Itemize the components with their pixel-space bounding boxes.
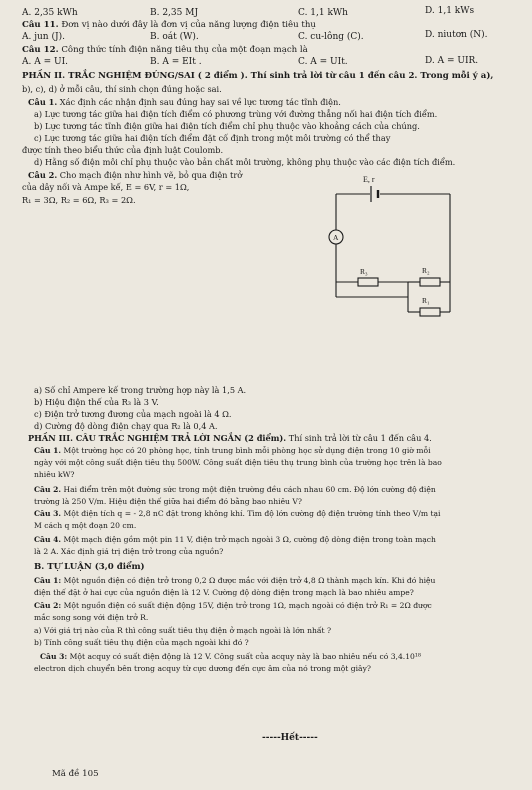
p3-q2-line2: trường là 250 V/m. Hiệu điện thế giữa hai điểm đó bằng bao nhiêu V? xyxy=(34,497,302,506)
r2-label: R₂ xyxy=(422,266,430,275)
r1-label: R₁ xyxy=(422,296,430,305)
q12-option-c: C. A = UIt. xyxy=(298,57,348,67)
p2-q2-line3: R₁ = 3Ω, R₂ = 6Ω, R₃ = 2Ω. xyxy=(22,195,136,205)
part2-intro: b), c), d) ở mỗi câu, thí sinh chọn đúng hoặc sai. xyxy=(22,84,222,94)
pB-q3-label: Câu 3: xyxy=(40,652,68,661)
pB-q2-line2: mắc song song với điện trở R. xyxy=(34,613,149,622)
partB-heading: B. TỰ LUẬN (3,0 điểm) xyxy=(34,562,145,572)
q10-option-b: B. 2,35 MJ xyxy=(150,8,199,18)
q10-option-d: D. 1,1 kWs xyxy=(425,6,475,16)
p2-q2-line2: của dây nối và Ampe kế, E = 6V, r = 1Ω, xyxy=(22,182,190,192)
q11-option-d: D. niutơn (N). xyxy=(425,30,488,40)
p2-q2-a: a) Số chỉ Ampere kế trong trường hợp này là 1,5 A. xyxy=(34,385,247,395)
p2-q1-stem xyxy=(28,97,341,107)
q10-option-a: A. 2,35 kWh xyxy=(22,8,78,18)
pB-q2-b: b) Tính công suất tiêu thụ điện của mạch ngoài khi đó ? xyxy=(34,638,249,647)
resistor-r3 xyxy=(358,278,378,286)
resistor-r2 xyxy=(420,278,440,286)
p2-q1-a: a) Lực tương tác giữa hai điện tích điểm có phương trùng với đường thẳng nối hai điện tích điểm. xyxy=(34,109,438,119)
q12-option-a: A. A = UI. xyxy=(22,57,68,67)
source-label: E, r xyxy=(363,175,375,184)
p3-q4-l1: Một mạch điện gồm một pin 11 V, điện trở mạch ngoài 3 Ω, cường độ dòng điện trong toàn mạch xyxy=(61,535,436,544)
p3-q3-l1: Một điện tích q = - 2,8 nC đặt trong không khí. Tìm độ lớn cường độ điện trường tính theo V/m tại xyxy=(61,509,441,518)
q12-stem xyxy=(22,45,308,55)
pB-q2-l1: Một nguồn điện có suất điện động 15V, điện trở trong 1Ω, mạch ngoài có điện trở R₁ = 2Ω được xyxy=(61,601,432,610)
pB-q3-line1 xyxy=(40,652,421,662)
circuit-diagram xyxy=(318,172,518,362)
p2-q2-c: c) Điện trở tương đương của mạch ngoài là 4 Ω. xyxy=(34,409,232,419)
pB-q1-line1 xyxy=(34,576,435,586)
p2-q2-label: Câu 2. xyxy=(28,170,58,180)
p2-q2-b: b) Hiệu điện thế của R₃ là 3 V. xyxy=(34,397,159,407)
p3-q1-line1 xyxy=(34,446,431,456)
part2-heading: PHẦN II. TRẮC NGHIỆM ĐÚNG/SAI ( 2 điểm ). Thí sinh trả lời từ câu 1 đến câu 2. Trong mỗi ý a), xyxy=(22,71,494,81)
q11-stem xyxy=(22,20,316,30)
p3-q2-line1 xyxy=(34,485,436,495)
part3-heading-rest: Thí sinh trả lời từ câu 1 đến câu 4. xyxy=(286,433,432,443)
pB-q3-l1: Một acquy có suất điện động là 12 V. Công suất của acquy này là bao nhiêu nếu có 3,4.10¹⁸ xyxy=(67,652,421,661)
r3-label: R₃ xyxy=(360,267,368,276)
q12-option-d: D. A = UIR. xyxy=(425,56,479,66)
q12-text: Công thức tính điện năng tiêu thụ của một đoạn mạch là xyxy=(58,45,308,55)
q12-option-b: B. A = EIt . xyxy=(150,57,202,67)
p3-q4-line2: là 2 A. Xác định giá trị điện trở trong của nguồn? xyxy=(34,547,224,556)
p3-q1-line3: nhiêu kW? xyxy=(34,470,75,479)
p2-q1-text: Xác định các nhận định sau đúng hay sai về lực tương tác tĩnh điện. xyxy=(57,97,341,107)
q11-option-c: C. cu-lông (C). xyxy=(298,32,364,42)
part3-heading: PHẦN III. CÂU TRẮC NGHIỆM TRẢ LỜI NGẮN (2 điểm). xyxy=(28,433,287,443)
resistor-r1 xyxy=(420,308,440,316)
q11-label: Câu 11. xyxy=(22,20,59,30)
p2-q1-d: d) Hằng số điện môi chỉ phụ thuộc vào bản chất môi trường, không phụ thuộc vào các điện tích điểm. xyxy=(34,157,456,167)
p2-q1-b: b) Lực tương tác tĩnh điện giữa hai điện tích điểm chỉ phụ thuộc vào khoảng cách của chúng. xyxy=(34,121,420,131)
pB-q1-l1: Một nguồn điện có điện trở trong 0,2 Ω được mắc với điện trở 4,8 Ω thành mạch kín. Khi đó hiệu xyxy=(61,576,436,585)
q12-label: Câu 12. xyxy=(22,45,59,55)
p3-q1-label: Câu 1. xyxy=(34,446,62,455)
q11-option-b: B. oát (W). xyxy=(150,32,199,42)
p2-q2-text: Cho mạch điện như hình vẽ, bỏ qua điện trở xyxy=(57,170,243,180)
p2-q1-c-line1: c) Lực tương tác giữa hai điện tích điểm đặt cố định trong một môi trường có thể thay xyxy=(34,133,391,143)
pB-q2-line1 xyxy=(34,601,432,611)
pB-q2-a: a) Với giá trị nào của R thì công suất tiêu thụ điện ở mạch ngoài là lớn nhất ? xyxy=(34,626,332,635)
part3-heading-line xyxy=(28,433,432,443)
exam-code: Mã đề 105 xyxy=(52,769,99,779)
p3-q3-line2: M cách q một đoạn 20 cm. xyxy=(34,521,137,530)
pB-q2-label: Câu 2: xyxy=(34,601,62,610)
p3-q2-label: Câu 2. xyxy=(34,485,62,494)
p2-q2-d: d) Cường độ dòng điện chạy qua R₂ là 0,4 A. xyxy=(34,421,218,431)
ammeter-label: A xyxy=(333,233,339,242)
q11-text: Đơn vị nào dưới đây là đơn vị của năng lượng điện tiêu thụ xyxy=(58,20,316,30)
p2-q2-stem xyxy=(28,170,242,180)
p3-q4-line1 xyxy=(34,535,436,545)
p3-q3-line1 xyxy=(34,509,440,519)
p3-q2-l1: Hai điểm trên một đường sức trong một điện trường đều cách nhau 60 cm. Độ lớn cường độ điện xyxy=(61,485,436,494)
end-marker: -----Hết----- xyxy=(262,733,318,743)
p2-q1-c-line2: được tính theo biểu thức của định luật Coulomb. xyxy=(22,145,224,155)
p3-q1-line2: ngày với một công suất điện tiêu thụ 500W. Công suất điện tiêu thụ trung bình của trường học trên là bao xyxy=(34,458,442,467)
p3-q1-l1: Một trường học có 20 phòng học, tính trung bình mỗi phòng học sử dụng điện trong 10 giờ mỗi xyxy=(61,446,431,455)
pB-q1-line2: điện thế đặt ở hai cực của nguồn điện là 12 V. Cường độ dòng điện trong mạch là bao nhiêu ampe? xyxy=(34,588,414,597)
p2-q1-label: Câu 1. xyxy=(28,97,58,107)
pB-q1-label: Câu 1: xyxy=(34,576,62,585)
pB-q3-line2: electron dịch chuyển bên trong acquy từ cực dương đến cực âm của nó trong một giây? xyxy=(34,664,371,673)
p3-q4-label: Câu 4. xyxy=(34,535,62,544)
q10-option-c: C. 1,1 kWh xyxy=(298,8,348,18)
p3-q3-label: Câu 3. xyxy=(34,509,62,518)
q11-option-a: A. jun (J). xyxy=(22,32,65,42)
